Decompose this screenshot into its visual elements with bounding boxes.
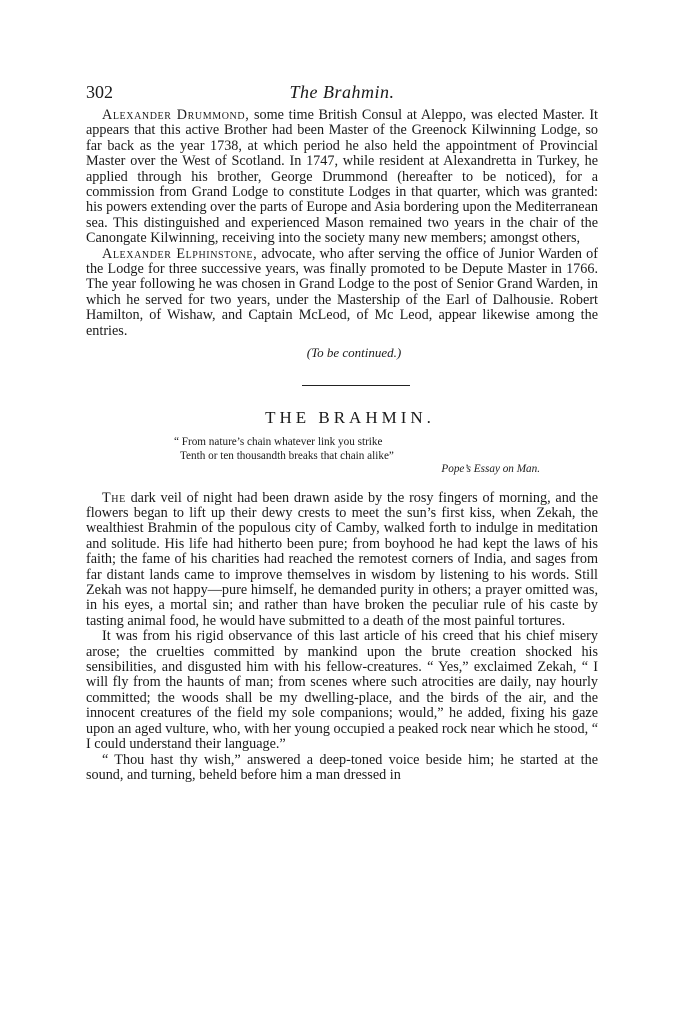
- article-paragraph-3: [86, 753, 598, 784]
- paragraph-lead: The: [102, 489, 126, 506]
- epigraph: [174, 436, 598, 463]
- article-paragraph-1: [86, 491, 598, 630]
- paragraph-text: It was from his rigid observance of this last article of his creed that his chief misery arose; the cruelties committed by mankind upon the brute creation shocked his sensibilities, and disgusted him with his fellow-creatures. “ Yes,” exclaimed Zekah, “ I will fly from the haunts of man; from scenes where such atrocities are daily, nay hourly committed; the woods shall be my dwelling-place, and the birds of the air, and the innocent creatures of the field my sole companions; would,” he added, fixing his gaze upon an aged vulture, who, with her young occupied a peaked rock near which he stood, “ I could understand their language.”: [86, 628, 598, 753]
- page: [86, 82, 598, 783]
- article-title: THE BRAHMIN.: [265, 408, 435, 428]
- continuation-paragraph-2: [86, 247, 598, 339]
- to-be-continued: (To be continued.): [306, 345, 402, 361]
- epigraph-line-2: Tenth or ten thousandth breaks that chain alike”: [180, 449, 394, 462]
- page-number: 302: [86, 82, 113, 102]
- paragraph-text: advocate, who after serving the office of Junior Warden of the Lodge for three successive years, was finally promoted to be Depute Master in 1766. The year following he was chosen in Grand Lodge to the post of Senior Grand Warden, in which he served for two years, under the Mastership of the Earl of Dalhousie. Robert Hamilton, of Wishaw, and Captain McLeod, of Mc Leod, appear likewise among the entries.: [86, 245, 598, 339]
- section-divider: [302, 385, 410, 386]
- epigraph-attribution: Pope’s Essay on Man.: [441, 463, 540, 476]
- paragraph-text: dark veil of night had been drawn aside by the rosy fingers of morning, and the flowers began to lift up their dewy crests to meet the sun’s first kiss, when Zekah, the wealthiest Brahmin of the populous city of Camby, walked forth to indulge in meditation and solitude. His life had hitherto been pure; from boyhood he had kept the laws of his faith; the fame of his charities had reached the remotest corners of India, and sages from far distant lands came to improve themselves in wisdom by listening to his words. Still Zekah was not happy—pure himself, he demanded purity in others; a prayer omitted was, in his eyes, a mortal sin; and rather than have broken the peculiar rule of his caste by tasting animal food, he would have submitted to a death of the most painful tortures.: [86, 489, 598, 629]
- running-head: [86, 82, 598, 108]
- paragraph-text: “ Thou hast thy wish,” answered a deep-toned voice beside him; he started at the sound, and turning, beheld before him a man dressed in: [86, 751, 598, 783]
- epigraph-line-1: “ From nature’s chain whatever link you strike: [174, 436, 383, 449]
- person-name-elphinstone: Alexander Elphinstone,: [102, 245, 258, 262]
- continuation-paragraph-1: [86, 108, 598, 247]
- running-title: The Brahmin.: [289, 82, 395, 102]
- article-paragraph-2: [86, 629, 598, 752]
- person-name-drummond: Alexander Drummond,: [102, 107, 250, 123]
- paragraph-text: some time British Consul at Aleppo, was elected Master. It appears that this active Brother had been Master of the Greenock Kilwinning Lodge, so far back as the year 1738, at which period he also held the appointment of Provincial Master over the West of Scotland. In 1747, while resident at Alexandretta in Turkey, he applied through his brother, George Drummond (hereafter to be noticed), for a commission from Grand Lodge to constitute Lodges in that quarter, which was granted: his powers extending over the parts of Europe and Asia bordering upon the Mediterranean sea. This distinguished and experienced Mason remained two years in the chair of the Canongate Kilwinning, receiving into the society many new members; amongst others,: [86, 107, 598, 247]
